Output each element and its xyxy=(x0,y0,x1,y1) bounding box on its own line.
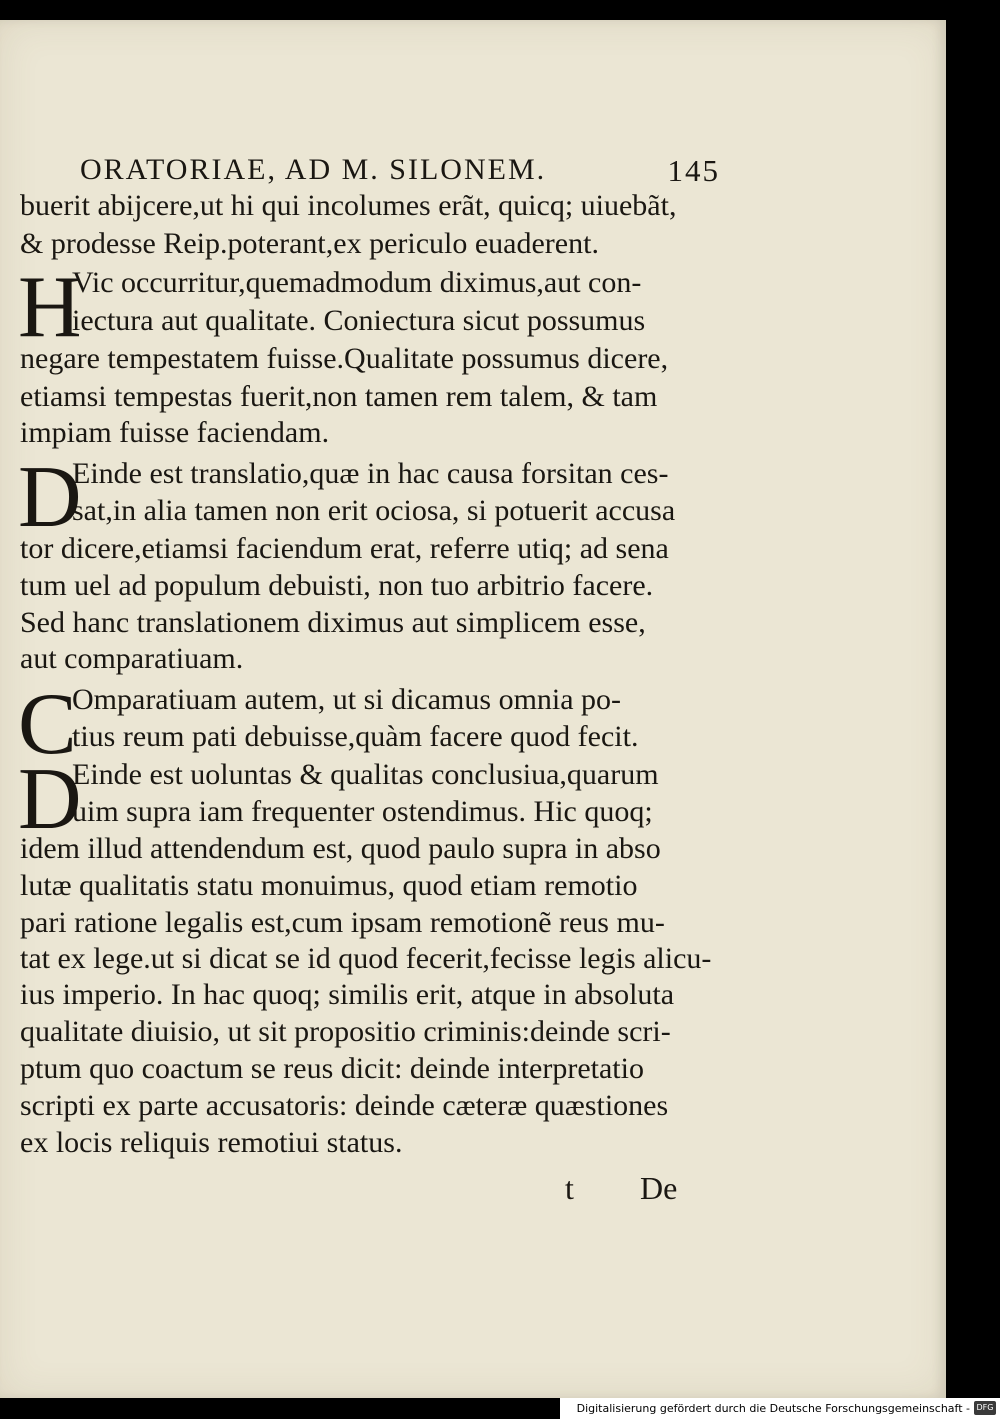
text-line: Einde est uoluntas & qualitas conclusiua,quarum xyxy=(72,758,659,791)
drop-cap: C xyxy=(18,676,77,773)
text-line: impiam fuisse faciendam. xyxy=(20,416,330,449)
drop-cap: D xyxy=(18,751,82,848)
text-line: sat,in alia tamen non erit ociosa, si potuerit accusa xyxy=(72,494,676,527)
running-header xyxy=(80,153,720,189)
text-line: ptum quo coactum se reus dicit: deinde interpretatio xyxy=(20,1052,644,1085)
text-line: ex locis reliquis remotiui status. xyxy=(20,1126,403,1159)
text-line: negare tempestatem fuisse.Qualitate possumus dicere, xyxy=(20,342,669,375)
credit-text: Digitalisierung gefördert durch die Deutsche Forschungsgemeinschaft - xyxy=(576,1402,970,1415)
text-line: uim supra iam frequenter ostendimus. Hic quoq; xyxy=(72,795,653,828)
header-title: ORATORIAE, AD M. SILONEM. xyxy=(80,153,547,186)
catchword: De xyxy=(640,1170,678,1206)
text-line: Sed hanc translationem diximus aut simplicem esse, xyxy=(20,606,646,639)
page-number: 145 xyxy=(667,153,720,188)
signature-mark: t xyxy=(565,1170,574,1206)
text-line: buerit abijcere,ut hi qui incolumes erãt, quicq; uiuebãt, xyxy=(20,189,677,222)
text-line: tor dicere,etiamsi faciendum erat, referre utiq; ad sena xyxy=(20,532,669,565)
digitization-credit xyxy=(560,1398,1000,1419)
drop-cap: D xyxy=(18,449,82,546)
text-line: qualitate diuisio, ut sit propositio criminis:deinde scri- xyxy=(20,1015,671,1048)
text-line: tius reum pati debuisse,quàm facere quod fecit. xyxy=(72,720,639,753)
text-line: Einde est translatio,quæ in hac causa forsitan ces- xyxy=(72,457,669,490)
text-line: Vic occurritur,quemadmodum diximus,aut con- xyxy=(72,266,642,299)
text-line: tum uel ad populum debuisti, non tuo arbitrio facere. xyxy=(20,569,654,602)
text-line: idem illud attendendum est, quod paulo supra in abso xyxy=(20,832,661,865)
text-line: etiamsi tempestas fuerit,non tamen rem talem, & tam xyxy=(20,380,658,413)
text-line: & prodesse Reip.poterant,ex periculo euaderent. xyxy=(20,227,599,260)
drop-cap: H xyxy=(18,259,82,356)
text-line: ius imperio. In hac quoq; similis erit, atque in absoluta xyxy=(20,978,675,1011)
text-line: lutæ qualitatis statu monuimus, quod etiam remotio xyxy=(20,869,638,902)
text-line: Omparatiuam autem, ut si dicamus omnia po- xyxy=(72,683,622,716)
text-line: tat ex lege.ut si dicat se id quod fecerit,fecisse legis alicu- xyxy=(20,942,712,975)
text-line: iectura aut qualitate. Coniectura sicut possumus xyxy=(72,304,646,337)
text-line: pari ratione legalis est,cum ipsam remotionẽ reus mu- xyxy=(20,906,665,939)
text-line: aut comparatiuam. xyxy=(20,642,244,675)
book-page xyxy=(0,20,946,1398)
text-line: scripti ex parte accusatoris: deinde cæteræ quæstiones xyxy=(20,1089,669,1122)
dfg-logo-icon: DFG xyxy=(974,1401,996,1415)
